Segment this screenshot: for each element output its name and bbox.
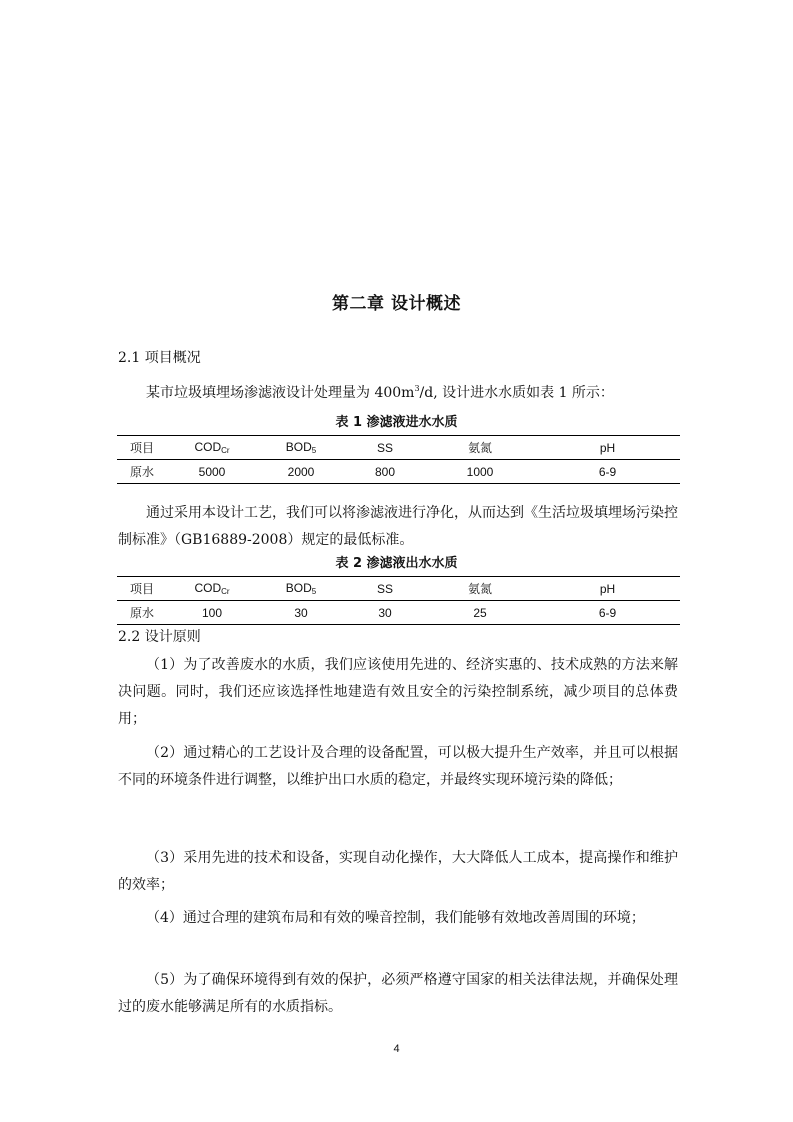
row-label: 原水	[129, 606, 154, 620]
cell-ss: 800	[374, 464, 396, 479]
section-heading-2-1: 2.1 项目概况	[118, 350, 201, 366]
table-header-row	[117, 436, 680, 460]
cell-ammonia: 25	[473, 605, 487, 620]
cell-ss: 30	[378, 605, 392, 620]
header-bod	[257, 577, 345, 601]
cell-bod: 2000	[287, 464, 315, 479]
header-cod	[167, 436, 257, 460]
header-ammonia: 氨氮	[467, 582, 492, 596]
header-cod-sub: Cr	[221, 446, 230, 455]
cell-bod: 30	[294, 605, 308, 620]
principle-4: （4）通过合理的建筑布局和有效的噪音控制，我们能够有效地改善周围的环境；	[146, 910, 645, 926]
header-bod	[257, 436, 345, 460]
row-label: 原水	[129, 465, 154, 479]
header-cod-label: COD	[194, 581, 222, 595]
header-bod-label: BOD	[285, 581, 312, 595]
header-item: 项目	[129, 582, 154, 596]
treatment-standard-paragraph: 通过采用本设计工艺，我们可以将渗滤液进行净化，从而达到《生活垃圾填埋场污染控制标准》（GB16889-2008）规定的最低标准。	[118, 505, 678, 548]
intro-text-pre: 某市垃圾填埋场渗滤液设计处理量为 400m	[146, 385, 415, 401]
header-item: 项目	[129, 441, 154, 455]
header-bod-sub: 5	[311, 587, 317, 596]
influent-quality-table	[117, 435, 680, 484]
header-bod-sub: 5	[311, 446, 317, 455]
table1-caption: 表 1 渗滤液进水水质	[335, 415, 458, 430]
header-bod-label: BOD	[285, 440, 312, 454]
header-ss: SS	[376, 440, 393, 455]
header-cod-sub: Cr	[221, 587, 230, 596]
header-cod	[167, 577, 257, 601]
cell-cod: 100	[201, 605, 223, 620]
intro-superscript: 3	[414, 384, 420, 393]
principle-5: （5）为了确保环境得到有效的保护，必须严格遵守国家的相关法律法规，并确保处理过的废水能够满足所有的水质指标。	[118, 972, 678, 1015]
header-ph: pH	[599, 581, 616, 596]
cell-ph: 6-9	[598, 464, 617, 479]
cell-ammonia: 1000	[466, 464, 494, 479]
project-overview-paragraph	[118, 375, 678, 407]
header-ammonia: 氨氮	[467, 441, 492, 455]
intro-text-post: /d, 设计进水水质如表 1 所示：	[419, 385, 614, 401]
header-ss: SS	[376, 581, 393, 596]
table-header-row	[117, 577, 680, 601]
chapter-title: 第二章 设计概述	[332, 294, 461, 314]
cell-cod: 5000	[198, 464, 226, 479]
table-row	[117, 601, 680, 625]
page-number: 4	[393, 1043, 400, 1055]
cell-ph: 6-9	[598, 605, 617, 620]
header-ph: pH	[599, 440, 616, 455]
table-row	[117, 460, 680, 484]
principle-3: （3）采用先进的技术和设备，实现自动化操作，大大降低人工成本，提高操作和维护的效率；	[118, 850, 678, 893]
section-heading-2-2: 2.2 设计原则	[118, 629, 201, 645]
principle-2: （2）通过精心的工艺设计及合理的设备配置，可以极大提升生产效率，并且可以根据不同的环境条件进行调整，以维护出口水质的稳定，并最终实现环境污染的降低；	[118, 745, 678, 788]
effluent-quality-table	[117, 576, 680, 625]
header-cod-label: COD	[194, 440, 222, 454]
table2-caption: 表 2 渗滤液出水水质	[335, 556, 458, 571]
principle-1: （1）为了改善废水的水质，我们应该使用先进的、经济实惠的、技术成熟的方法来解决问题。同时，我们还应该选择性地建造有效且安全的污染控制系统，减少项目的总体费用；	[118, 657, 678, 727]
